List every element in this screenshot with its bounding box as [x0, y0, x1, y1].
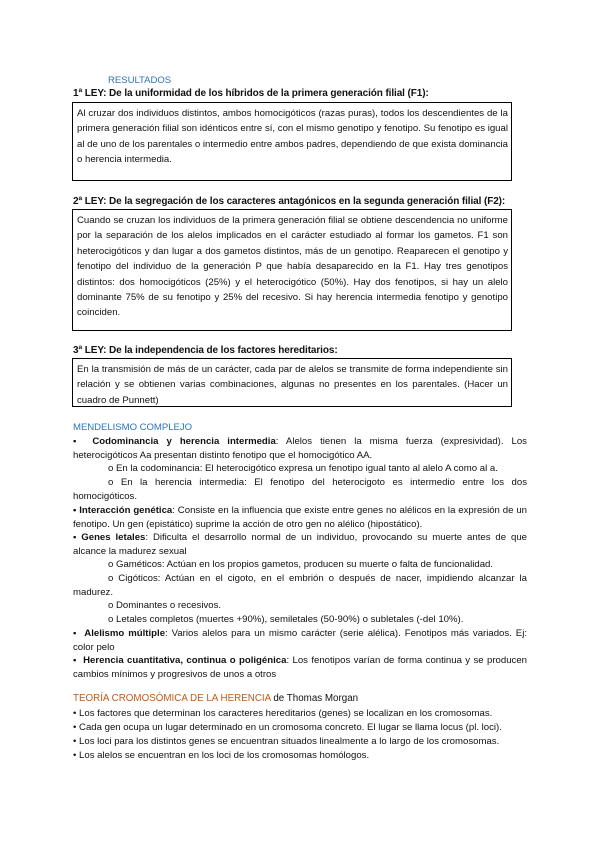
ley2-box [72, 209, 512, 331]
teoria-item: • Los factores que determinan los caracteres hereditarios (genes) se localizan en los cromosomas. [73, 708, 493, 719]
letales-text: : Dificulta el desarrollo normal de un individuo, provocando su muerte antes de que alcance la madurez sexual [73, 532, 527, 557]
resultados-title: RESULTADOS [108, 75, 172, 86]
ley2-heading: 2ª LEY: De la segregación de los caracteres antagónicos en la segunda generación filial (F2): [73, 196, 506, 207]
codominancia-sub2: o En la herencia intermedia: El fenotipo del heterocigoto es intermedio entre los dos homocigóticos. [73, 477, 527, 502]
letales-sub3: o Dominantes o recesivos. [108, 600, 222, 611]
teoria-item: • Cada gen ocupa un lugar determinado en un cromosoma concreto. El lugar se llama locus (pl. loci). [73, 722, 502, 733]
ley3-box [72, 358, 512, 407]
letales-term: Genes letales [81, 532, 146, 543]
teoria-title: TEORÍA CROMOSÓMICA DE LA HERENCIA [73, 693, 271, 704]
teoria-item: • Los loci para los distintos genes se encuentran situados linealmente a lo largo de los cromosomas. [73, 736, 500, 747]
letales-item: • Genes letales: Dificulta el desarrollo normal de un individuo, provocando su muerte antes de que alcance la madurez sexual [73, 532, 527, 557]
letales-sub1: o Gaméticos: Actúan en los propios gametos, producen su muerte o falta de funcionalidad. [108, 559, 494, 570]
teoria-item: • Los alelos se encuentran en los loci de los cromosomas homólogos. [73, 750, 370, 761]
letales-sub2: o Cigóticos: Actúan en el cigoto, en el embrión o después de nacer, impidiendo alcanzar la madurez. [73, 573, 527, 598]
letales-sub4: o Letales completos (muertes +90%), semiletales (50-90%) o subletales (-del 10%). [108, 614, 464, 625]
ley2-text: Cuando se cruzan los individuos de la primera generación filial se obtiene descendencia no uniforme por la separación de los alelos implicados en el carácter estudiado al formar los gametos. F1 son heterocigóticos y dan lugar a dos gametos distintos, más de un genotipo. Reaparecen el genotipo y fenotipo del individuo de la generación P que había desaparecido en la F1. Hay tres genotipos distintos: dos homocigóticos (25%) y el heterocigótico (50%). Hay dos fenotipos, si hay un alelo dominante 75% de su fenotipo y 25% del recesivo. Si hay herencia intermedia fenotipo y genotipo coinciden. [77, 215, 508, 319]
cuantitativa-item: • Herencia cuantitativa, continua o poligénica: Los fenotipos varían de forma continua y se producen cambios mínimos y progresivos de unos a otros [73, 655, 527, 680]
interaccion-item: • Interacción genética: Consiste en la influencia que existe entre genes no alélicos en la expresión de un fenotipo. Un gen (epistático) suprime la acción de otro gen no alélico (hipostático). [73, 505, 527, 530]
teoria-heading [73, 692, 358, 705]
mendelismo-title: MENDELISMO COMPLEJO [73, 422, 192, 433]
alelismo-term: Alelismo múltiple [84, 628, 166, 639]
teoria-author: de Thomas Morgan [270, 693, 359, 704]
cuantitativa-term: Herencia cuantitativa, continua o poligénica [83, 655, 287, 666]
cuantitativa-text: : Los fenotipos varían de forma continua y se producen cambios mínimos y progresivos de unos a otros [73, 655, 527, 680]
codominancia-text: : Alelos tienen la misma fuerza (expresividad). Los heterocigóticos Aa presentan distinto fenotipo que el homocigótico AA. [73, 436, 527, 461]
ley3-text: En la transmisión de más de un carácter, cada par de alelos se transmite de forma independiente sin relación y se obtienen varias combinaciones, algunas no presentes en los parentales. (Hacer un cuadro de Punnett) [77, 364, 508, 406]
alelismo-text: : Varios alelos para un mismo carácter (serie alélica). Fenotipos más variados. Ej: color pelo [73, 628, 527, 653]
interaccion-term: Interacción genética [79, 505, 173, 516]
alelismo-item: • Alelismo múltiple: Varios alelos para un mismo carácter (serie alélica). Fenotipos más variados. Ej: color pelo [73, 628, 527, 653]
ley1-heading: 1ª LEY: De la uniformidad de los híbridos de la primera generación filial (F1): [73, 88, 429, 99]
ley1-box [72, 102, 512, 181]
codominancia-term: Codominancia y herencia intermedia [92, 436, 276, 447]
codominancia-sub1: o En la codominancia: El heterocigótico expresa un fenotipo igual tanto al alelo A como al a. [108, 463, 498, 474]
codominancia-item: • Codominancia y herencia intermedia: Alelos tienen la misma fuerza (expresividad). Los heterocigóticos Aa presentan distinto fenotipo que el homocigótico AA. [73, 436, 527, 461]
interaccion-text: : Consiste en la influencia que existe entre genes no alélicos en la expresión de un fenotipo. Un gen (epistático) suprime la acción de otro gen no alélico (hipostático). [73, 505, 527, 530]
ley3-heading: 3ª LEY: De la independencia de los factores hereditarios: [73, 345, 338, 356]
ley1-text: Al cruzar dos individuos distintos, ambos homocigóticos (razas puras), todos los descendientes de la primera generación filial son idénticos entre sí, con el mismo genotipo y fenotipo. Su fenotipo es igual al de uno de los parentales o intermedio entre ambos padres, dependiendo de que exista dominancia o herencia intermedia. [77, 108, 508, 166]
